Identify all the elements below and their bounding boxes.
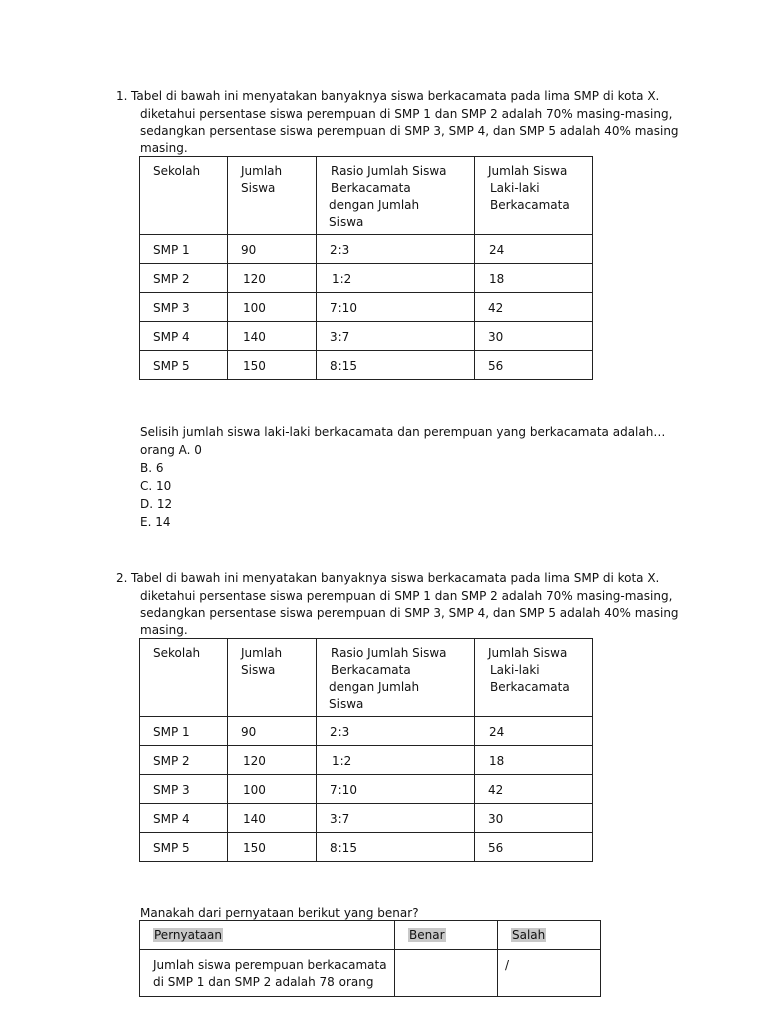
header-cell-jumlah-siswa: Jumlah Siswa	[228, 157, 317, 235]
q1-number: 1.	[116, 89, 128, 103]
q2-data-table	[139, 638, 593, 862]
q1-intro-line3: sedangkan persentase siswa perempuan di SMP 3, SMP 4, dan SMP 5 adalah 40% masing	[140, 124, 679, 138]
header-cell-rasio: Rasio Jumlah Siswa Berkacamata dengan Jumlah Siswa	[317, 639, 475, 717]
table-row: SMP 2 120 1:2 18	[140, 746, 593, 775]
q1-question-line2: orang A. 0	[140, 443, 202, 457]
statement-text-line1: Jumlah siswa perempuan berkacamata	[153, 958, 387, 972]
q2-intro-line2: diketahui persentase siswa perempuan di SMP 1 dan SMP 2 adalah 70% masing-masing,	[140, 589, 673, 603]
table-row: SMP 4 140 3:7 30	[140, 804, 593, 833]
q2-number: 2.	[116, 571, 128, 585]
q1-intro-line1: Tabel di bawah ini menyatakan banyaknya siswa berkacamata pada lima SMP di kota X.	[131, 89, 660, 103]
table-header-row	[140, 157, 593, 235]
statement-header-row	[140, 921, 601, 950]
table-row: SMP 1 90 2:3 24	[140, 235, 593, 264]
q2-intro-line3: sedangkan persentase siswa perempuan di SMP 3, SMP 4, dan SMP 5 adalah 40% masing	[140, 606, 679, 620]
header-cell-laki-laki: Jumlah Siswa Laki-laki Berkacamata	[475, 157, 593, 235]
table-row: SMP 3 100 7:10 42	[140, 293, 593, 322]
q1-question-line1: Selisih jumlah siswa laki-laki berkacamata dan perempuan yang berkacamata adalah…	[140, 425, 666, 439]
table-row: SMP 1 90 2:3 24	[140, 717, 593, 746]
table-row: SMP 5 150 8:15 56	[140, 351, 593, 380]
table-row: SMP 2 120 1:2 18	[140, 264, 593, 293]
table-row: SMP 4 140 3:7 30	[140, 322, 593, 351]
statement-text-line2: di SMP 1 dan SMP 2 adalah 78 orang	[153, 975, 374, 989]
q1-data-table	[139, 156, 593, 380]
header-cell-jumlah-siswa: Jumlah Siswa	[228, 639, 317, 717]
table-row: SMP 3 100 7:10 42	[140, 775, 593, 804]
header-salah: Salah	[512, 928, 546, 942]
q2-intro-line4: masing.	[140, 623, 188, 637]
q1-intro-line2: diketahui persentase siswa perempuan di SMP 1 dan SMP 2 adalah 70% masing-masing,	[140, 107, 673, 121]
header-cell-sekolah: Sekolah	[140, 157, 228, 235]
header-benar: Benar	[409, 928, 445, 942]
q1-option-e: E. 14	[140, 515, 171, 529]
header-pernyataan: Pernyataan	[154, 928, 222, 942]
salah-mark: /	[505, 958, 510, 972]
q1-option-b: B. 6	[140, 461, 164, 475]
header-cell-sekolah: Sekolah	[140, 639, 228, 717]
benar-answer-cell[interactable]	[395, 950, 498, 997]
q2-intro-line1: Tabel di bawah ini menyatakan banyaknya siswa berkacamata pada lima SMP di kota X.	[131, 571, 660, 585]
table-row: SMP 5 150 8:15 56	[140, 833, 593, 862]
q2-question: Manakah dari pernyataan berikut yang benar?	[140, 906, 419, 920]
q2-statement-table	[139, 920, 601, 997]
header-cell-laki-laki: Jumlah Siswa Laki-laki Berkacamata	[475, 639, 593, 717]
statement-row	[140, 950, 601, 997]
table-header-row	[140, 639, 593, 717]
q1-intro-line4: masing.	[140, 141, 188, 155]
header-cell-rasio: Rasio Jumlah Siswa Berkacamata dengan Jumlah Siswa	[317, 157, 475, 235]
q1-option-d: D. 12	[140, 497, 173, 511]
q1-option-c: C. 10	[140, 479, 172, 493]
salah-answer-cell[interactable]	[498, 950, 601, 997]
